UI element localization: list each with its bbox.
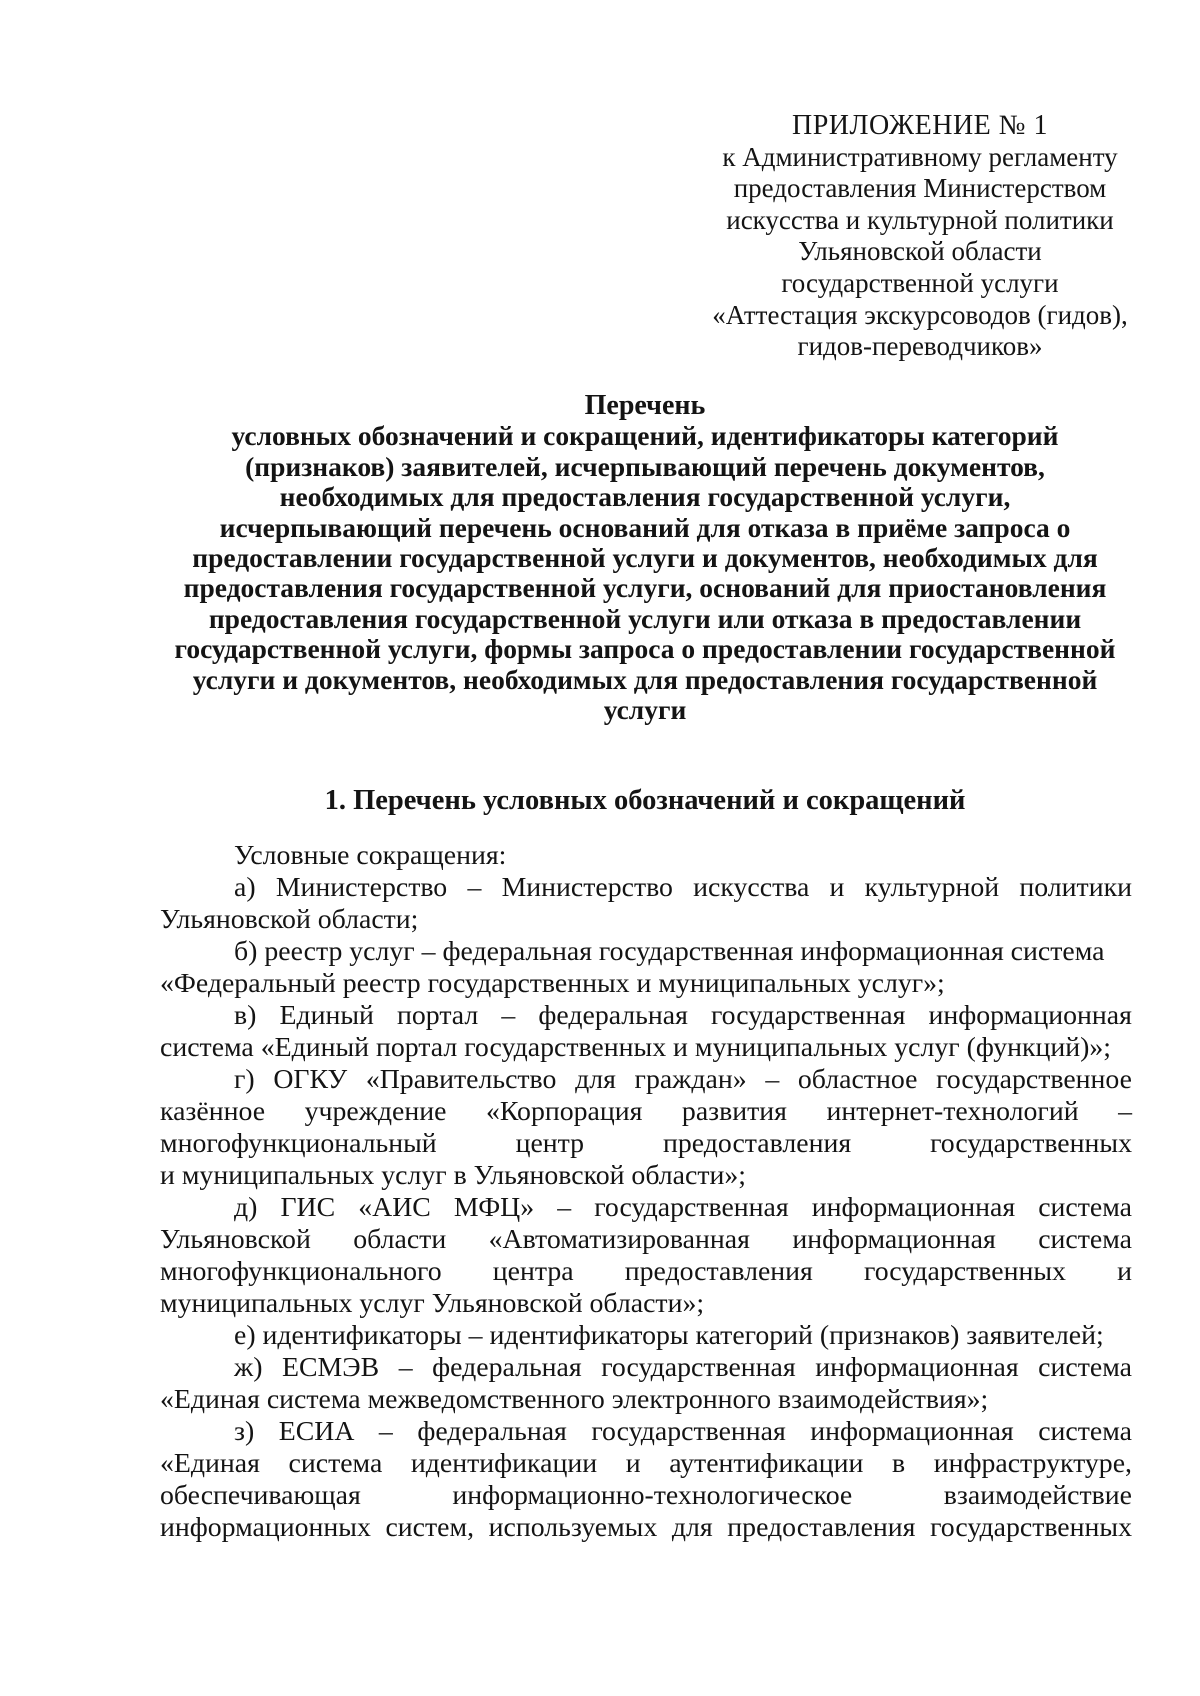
list-item-g-cont: [160, 1096, 1132, 1128]
word: государственных: [864, 1256, 1066, 1287]
list-item-v: [160, 1000, 1132, 1032]
word: искусства: [693, 872, 810, 903]
section-heading: 1. Перечень условных обозначений и сокращений: [324, 785, 966, 816]
word: инфраструктуре,: [933, 1448, 1132, 1479]
appendix-line: предоставления Министерством: [733, 173, 1107, 204]
word: информационная: [815, 1352, 1019, 1383]
list-item-a: [160, 872, 1132, 904]
word: интернет-технологий: [826, 1096, 1079, 1127]
word: информационная: [928, 1000, 1132, 1031]
list-item-g-cont: [160, 1128, 1132, 1160]
word: –: [765, 1064, 780, 1095]
title-line: исчерпывающий перечень оснований для отказа в приёме запроса о: [219, 511, 1071, 543]
word: государственных: [930, 1512, 1132, 1543]
word: «Правительство: [365, 1064, 557, 1095]
word: ж): [234, 1352, 263, 1383]
word: области: [353, 1224, 447, 1255]
word: система: [1038, 1352, 1132, 1383]
word: развития: [681, 1096, 787, 1127]
word: государственных: [930, 1128, 1132, 1159]
section-body: [160, 840, 1132, 1544]
list-item-z: [160, 1416, 1132, 1448]
word: культурной: [864, 872, 1000, 903]
word: ЕСИА: [278, 1416, 355, 1447]
title-line: условных обозначений и сокращений, идентификаторы категорий: [231, 420, 1059, 452]
title-line: предоставления государственной услуги или отказа в предоставлении: [208, 602, 1082, 634]
list-item-v-cont: система «Единый портал государственных и муниципальных услуг (функций)»;: [160, 1032, 1111, 1063]
word: –: [501, 1000, 516, 1031]
title-line: услуги: [603, 694, 687, 726]
word: государственная: [601, 1352, 796, 1383]
word: ОГКУ: [273, 1064, 348, 1095]
list-item-z-cont: [160, 1448, 1132, 1480]
document-title: [150, 391, 1140, 725]
intro-line: Условные сокращения:: [234, 840, 507, 871]
word: казённое: [160, 1096, 266, 1127]
word: и: [829, 872, 845, 903]
appendix-line: искусства и культурной политики: [726, 204, 1114, 235]
word: для: [671, 1512, 713, 1543]
word: федеральная: [417, 1416, 567, 1447]
word: Единый: [279, 1000, 374, 1031]
word: политики: [1019, 872, 1132, 903]
word: информационная: [811, 1192, 1016, 1223]
word: з): [234, 1416, 255, 1447]
word: ЕСМЭВ: [282, 1352, 380, 1383]
list-item-b-cont: «Федеральный реестр государственных и муниципальных услуг»;: [160, 968, 945, 999]
word: взаимодействие: [943, 1480, 1132, 1511]
list-item-z-cont: [160, 1480, 1132, 1512]
word: а): [234, 872, 256, 903]
word: центра: [492, 1256, 574, 1287]
word: идентификации: [410, 1448, 598, 1479]
list-item-a-cont: Ульяновской области;: [160, 904, 419, 935]
word: федеральная: [538, 1000, 688, 1031]
list-item-d-cont: [160, 1224, 1132, 1256]
appendix-header: [660, 110, 1180, 363]
word: информационная: [792, 1224, 996, 1255]
word: Ульяновской: [160, 1224, 311, 1255]
word: –: [1118, 1096, 1132, 1127]
word: «Единая: [160, 1448, 260, 1479]
word: используемых: [488, 1512, 658, 1543]
word: система: [288, 1448, 383, 1479]
word: многофункционального: [160, 1256, 442, 1287]
appendix-title: ПРИЛОЖЕНИЕ № 1: [792, 110, 1048, 141]
title-line: предоставления государственной услуги, оснований для приостановления: [183, 572, 1107, 604]
word: государственная: [591, 1416, 786, 1447]
word: портал: [397, 1000, 479, 1031]
word: система: [1038, 1192, 1132, 1223]
word: и: [1117, 1256, 1132, 1287]
word: областное: [797, 1064, 918, 1095]
appendix-line: государственной услуги: [781, 267, 1059, 298]
appendix-line: к Административному регламенту: [722, 141, 1118, 172]
title-line: (признаков) заявителей, исчерпывающий перечень документов,: [245, 450, 1045, 482]
word: г): [234, 1064, 255, 1095]
list-item-e: е) идентификаторы – идентификаторы категорий (признаков) заявителей;: [234, 1320, 1104, 1351]
list-item-d-cont: [160, 1256, 1132, 1288]
appendix-line: Ульяновской области: [798, 236, 1042, 267]
word: государственное: [936, 1064, 1132, 1095]
word: учреждение: [304, 1096, 447, 1127]
list-item-z-cont: [160, 1512, 1132, 1544]
word: д): [234, 1192, 258, 1223]
word: информационно-технологическое: [452, 1480, 853, 1511]
word: Министерство: [275, 872, 448, 903]
title-line: услуги и документов, необходимых для предоставления государственной: [192, 663, 1098, 695]
word: «Автоматизированная: [488, 1224, 750, 1255]
word: Министерство: [501, 872, 673, 903]
list-item-d: [160, 1192, 1132, 1224]
word: –: [557, 1192, 572, 1223]
word: «АИС: [358, 1192, 431, 1223]
word: предоставления: [624, 1256, 813, 1287]
list-item-g-cont: и муниципальных услуг в Ульяновской области»;: [160, 1160, 746, 1191]
list-item-d-cont: муниципальных услуг Ульяновской области»;: [160, 1288, 705, 1319]
title-line: предоставлении государственной услуги и документов, необходимых для: [192, 542, 1098, 574]
word: в: [891, 1448, 906, 1479]
word: система: [1038, 1224, 1132, 1255]
word: федеральная: [432, 1352, 582, 1383]
word: –: [398, 1352, 413, 1383]
title-heading: Перечень: [584, 390, 706, 421]
appendix-line: гидов-переводчиков»: [797, 331, 1043, 362]
word: ГИС: [280, 1192, 336, 1223]
word: предоставления: [727, 1512, 916, 1543]
list-item-zh: [160, 1352, 1132, 1384]
list-item-zh-cont: «Единая система межведомственного электронного взаимодействия»;: [160, 1384, 989, 1415]
word: «Корпорация: [486, 1096, 643, 1127]
word: и: [625, 1448, 641, 1479]
list-item-b: б) реестр услуг – федеральная государственная информационная система: [234, 936, 1105, 967]
word: –: [467, 872, 482, 903]
word: предоставления: [662, 1128, 852, 1159]
word: –: [378, 1416, 393, 1447]
word: система: [1038, 1416, 1132, 1447]
word: систем,: [385, 1512, 475, 1543]
word: для: [575, 1064, 616, 1095]
word: государственная: [594, 1192, 789, 1223]
title-line: государственной услуги, формы запроса о предоставлении государственной: [174, 633, 1116, 665]
word: информационная: [810, 1416, 1014, 1447]
word: информационных: [160, 1512, 371, 1543]
word: в): [234, 1000, 257, 1031]
title-line: необходимых для предоставления государственной услуги,: [279, 481, 1011, 513]
list-item-g: [160, 1064, 1132, 1096]
appendix-line: «Аттестация экскурсоводов (гидов),: [712, 299, 1128, 330]
word: государственная: [710, 1000, 906, 1031]
word: граждан»: [634, 1064, 747, 1095]
word: обеспечивающая: [160, 1480, 361, 1511]
word: МФЦ»: [453, 1192, 535, 1223]
word: центр: [515, 1128, 585, 1159]
word: многофункциональный: [160, 1128, 437, 1159]
word: аутентификации: [669, 1448, 864, 1479]
